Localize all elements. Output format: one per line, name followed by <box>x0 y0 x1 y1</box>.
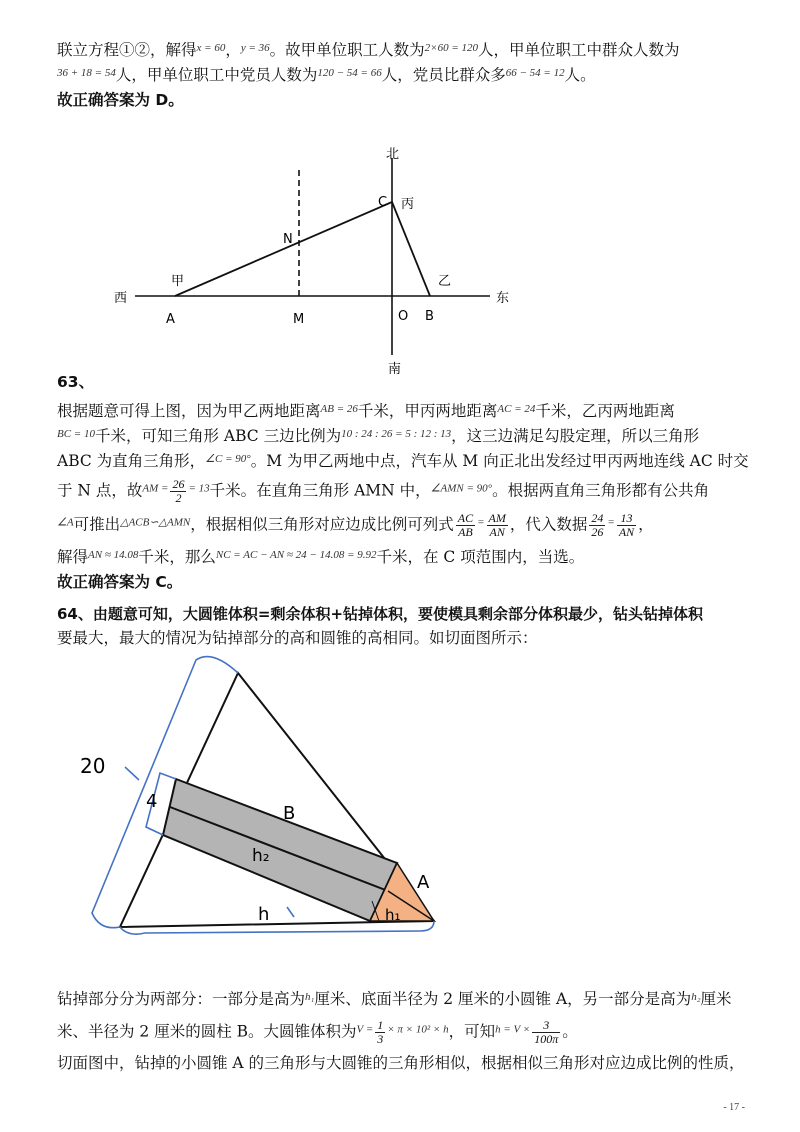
p62-answer: 故正确答案为 D。 <box>57 91 184 109</box>
p62-line1: 联立方程①②，解得$^{x = 60}$，$^{y = 36}$。故甲单位职工人数为$^{2\times 60 = 120}$人，甲单位职工中群众人数为 <box>57 41 680 59</box>
p63-line1: 根据题意可得上图，因为甲乙两地距离$^{AB = 26}$千米，甲丙两地距离$^{AC = 24}$千米，乙丙两地距离 <box>57 402 675 420</box>
label-bing: 丙 <box>401 197 415 212</box>
label-west: 西 <box>114 291 128 306</box>
label-h2: h₂ <box>252 846 270 866</box>
label-C: C <box>378 195 388 210</box>
p63-answer: 故正确答案为 C。 <box>57 573 183 591</box>
p62-line2: $^{36 + 18 = 54}$人，甲单位职工中党员人数为$^{120 - 54 = 66}$人，党员比群众多$^{66 - 54 = 12}$人。 <box>57 66 596 84</box>
p63-line4: 于 N 点，故$^{AM =}$ $\frac{26}{2}$ $^{= 13}$千米。在直角三角形 AMN 中，$^{\angle AMN = 90^\circ}$。根据两直角三角形都有公共角 <box>57 477 710 505</box>
p64-line1: 64、由题意可知，大圆锥体积=剩余体积+钻掉体积，要使模具剩余部分体积最少，钻头钻掉体积 <box>57 605 704 623</box>
label-4: 4 <box>146 791 158 812</box>
label-A: A <box>166 312 175 327</box>
label-A-cone: A <box>417 872 430 893</box>
label-jia: 甲 <box>171 274 185 289</box>
label-B-cylinder: B <box>283 803 296 824</box>
p63-number: 63、 <box>57 373 95 391</box>
label-O: O <box>398 309 409 324</box>
label-east: 东 <box>496 291 510 306</box>
p63-line6: 解得$^{AN \approx 14.08}$千米，那么$^{NC = AC - AN \approx 24 - 14.08 = 9.92}$千米，在 C 项范围内，当选。 <box>57 548 585 566</box>
label-20: 20 <box>80 754 106 778</box>
label-h: h <box>258 904 270 925</box>
label-M: M <box>293 312 305 327</box>
p63-line3: ABC 为直角三角形，$^{\angle C = 90^\circ}$。M 为甲乙两地中点，汽车从 M 向正北出发经过甲丙两地连线 AC 时交 <box>57 452 749 470</box>
p63-line2: $^{BC = 10}$千米，可知三角形 ABC 三边比例为$^{10 : 24 : 26 = 5 : 12 : 13}$，这三边满足勾股定理，所以三角形 <box>57 427 700 445</box>
page-number: - 17 - <box>723 1102 745 1113</box>
label-south: 南 <box>388 362 402 377</box>
p64b-line1: 钻掉部分分为两部分：一部分是高为$^{h_1}$厘米、底面半径为 2 厘米的小圆锥 A，另一部分是高为$^{h_2}$厘米 <box>57 990 732 1008</box>
label-h1: h₁ <box>385 906 401 924</box>
p64b-line2: 米、半径为 2 厘米的圆柱 B。大圆锥体积为$^{V =}$ $\frac{1}{3}$ $^{\times \pi \times 10^2 \times h}$，可知$^{h = V \times}$ $\frac{3}{100\pi}$ 。 <box>57 1018 578 1046</box>
cone-cross-section-diagram <box>0 655 800 975</box>
label-yi: 乙 <box>438 274 452 289</box>
label-B: B <box>425 309 434 324</box>
label-north: 北 <box>386 147 400 162</box>
p64b-line3: 切面图中，钻掉的小圆锥 A 的三角形与大圆锥的三角形相似，根据相似三角形对应边成比例的性质， <box>57 1054 745 1072</box>
direction-diagram <box>0 130 800 390</box>
label-N: N <box>283 232 293 247</box>
p64-line2: 要最大，最大的情况为钻掉部分的高和圆锥的高相同。如切面图所示： <box>57 629 538 647</box>
p63-line5: $^{\angle A}$可推出$^{\triangle ACB∽\triangle AMN}$，根据相似三角形对应边成比例可列式 $\frac{AC}{AB}$ = $\frac{AM}{AN}$ ，代入数据 $\frac{24}{26}$ = $\frac{13}{AN}$ ， <box>57 511 654 539</box>
